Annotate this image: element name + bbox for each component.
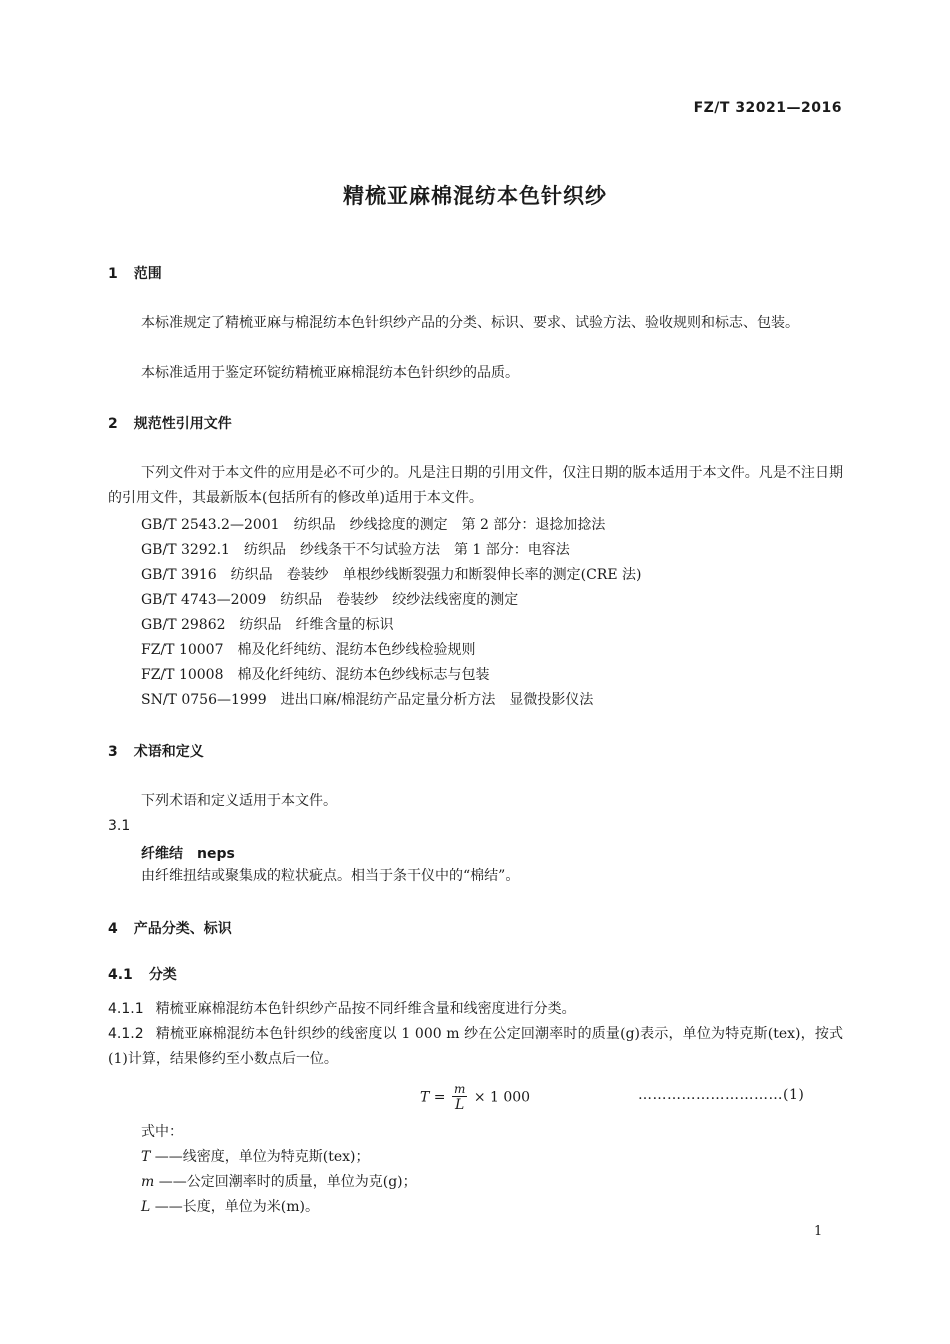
- subsection-title: 分类: [148, 967, 177, 983]
- variable-definition: [141, 1145, 370, 1170]
- reference-item: GB/T 3916 纺织品 卷装纱 单根纱线断裂强力和断裂伸长率的测定(CRE 法): [141, 567, 642, 583]
- formula-denominator: L: [455, 1097, 465, 1113]
- reference-item: GB/T 29862 纺织品 纤维含量的标识: [141, 617, 394, 633]
- section-title: 规范性引用文件: [133, 416, 232, 432]
- section-title: 范围: [133, 266, 162, 282]
- clause-4-1-1: [108, 997, 576, 1022]
- reference-item: GB/T 4743—2009 纺织品 卷装纱 绞纱法线密度的测定: [141, 592, 519, 608]
- clause-number: 4.1.1: [108, 1001, 144, 1017]
- clause-text: 精梳亚麻棉混纺本色针织纱的线密度以 1 000 m 纱在公定回潮率时的质量(g)表示，单位为特克斯(tex)，按式(1)计算，结果修约至小数点后一位。: [108, 1026, 843, 1067]
- section-number: 4: [108, 921, 118, 937]
- clause-number: 4.1.2: [108, 1026, 144, 1042]
- terms-intro: 下列术语和定义适用于本文件。: [141, 793, 337, 809]
- page-number: 1: [814, 1224, 823, 1239]
- reference-item: SN/T 0756—1999 进出口麻/棉混纺产品定量分析方法 显微投影仪法: [141, 692, 594, 708]
- reference-item: FZ/T 10007 棉及化纤纯纺、混纺本色纱线检验规则: [141, 642, 476, 658]
- formula-equals: =: [429, 1089, 450, 1106]
- term-number: 3.1: [108, 818, 131, 834]
- document-title: 精梳亚麻棉混纺本色针织纱: [343, 184, 607, 208]
- formula-rhs: × 1 000: [469, 1089, 531, 1106]
- reference-item: GB/T 2543.2—2001 纺织品 纱线捻度的测定 第 2 部分：退捻加捻法: [141, 517, 606, 533]
- section-number: 3: [108, 744, 118, 760]
- section-title: 术语和定义: [133, 744, 204, 760]
- variable-symbol: m: [141, 1174, 155, 1190]
- formula-fraction: [452, 1082, 467, 1113]
- scope-paragraph-2: 本标准适用于鉴定环锭纺精梳亚麻棉混纺本色针织纱的品质。: [141, 365, 519, 381]
- section-number: 2: [108, 416, 118, 432]
- term-name: 纤维结 neps: [141, 846, 235, 862]
- variable-definition: [141, 1170, 417, 1195]
- formula-number-leader: …………………………(1): [638, 1087, 805, 1103]
- section-number: 1: [108, 266, 118, 282]
- formula-1: [420, 1082, 530, 1113]
- variable-symbol: L: [141, 1199, 151, 1215]
- section-title: 产品分类、标识: [133, 921, 232, 937]
- where-intro: 式中：: [141, 1124, 183, 1140]
- subsection-4-1-heading: [108, 964, 177, 984]
- variable-description: ——公定回潮率时的质量，单位为克(g)；: [154, 1174, 417, 1190]
- scope-paragraph-1: 本标准规定了精梳亚麻与棉混纺本色针织纱产品的分类、标识、要求、试验方法、验收规则和标志、包装。: [141, 315, 799, 331]
- formula-numerator: m: [453, 1082, 466, 1096]
- variable-description: ——长度，单位为米(m)。: [150, 1199, 319, 1215]
- section-4-heading: [108, 918, 232, 938]
- standard-number: FZ/T 32021—2016: [693, 100, 842, 116]
- formula-symbol-t: T: [420, 1089, 430, 1106]
- section-3-heading: [108, 741, 204, 761]
- variable-definition: [141, 1195, 319, 1220]
- variable-symbol: T: [141, 1149, 151, 1165]
- reference-item: GB/T 3292.1 纺织品 纱线条干不匀试验方法 第 1 部分：电容法: [141, 542, 570, 558]
- subsection-number: 4.1: [108, 967, 133, 983]
- term-definition: 由纤维扭结或聚集成的粒状疵点。相当于条干仪中的“棉结”。: [141, 868, 520, 884]
- section-1-heading: [108, 263, 162, 283]
- clause-text: 精梳亚麻棉混纺本色针织纱产品按不同纤维含量和线密度进行分类。: [155, 1001, 576, 1017]
- normative-references-paragraph: 下列文件对于本文件的应用是必不可少的。凡是注日期的引用文件，仅注日期的版本适用于本文件。凡是不注日期的引用文件，其最新版本(包括所有的修改单)适用于本文件。: [108, 465, 843, 506]
- variable-description: ——线密度，单位为特克斯(tex)；: [150, 1149, 370, 1165]
- clause-4-1-2: [108, 1022, 843, 1072]
- reference-item: FZ/T 10008 棉及化纤纯纺、混纺本色纱线标志与包装: [141, 667, 490, 683]
- section-2-heading: [108, 413, 232, 433]
